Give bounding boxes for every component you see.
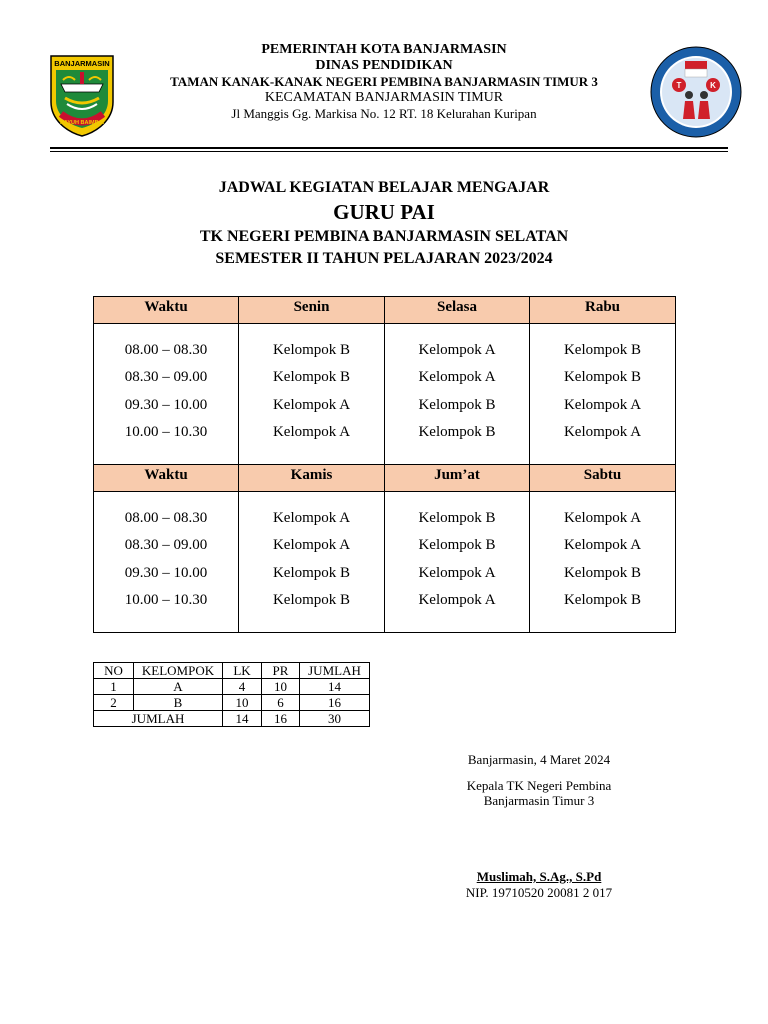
summary-cell: 1 (94, 679, 134, 695)
svg-text:KAYUH BAIMBAI: KAYUH BAIMBAI (59, 120, 105, 126)
svg-text:K: K (710, 81, 716, 90)
svg-text:T: T (676, 81, 682, 90)
header-cell-rabu: Rabu (530, 297, 676, 324)
summary-header-no: NO (94, 663, 134, 679)
summary-row (94, 695, 370, 711)
time-slot: 09.30 – 10.00 (124, 564, 208, 581)
summary-cell: 4 (223, 679, 262, 695)
document-subtitle: GURU PAI (333, 200, 435, 224)
summary-total-label: JUMLAH (94, 711, 223, 727)
signature-name: Muslimah, S.Ag., S.Pd (476, 869, 602, 884)
day-column-rabu (530, 324, 676, 465)
time-slot: 08.00 – 08.30 (124, 510, 208, 526)
header-cell-jumat: Jum’at (385, 465, 530, 492)
group-cell: Kelompok A (418, 342, 496, 358)
group-cell: Kelompok B (418, 537, 496, 554)
group-cell: Kelompok B (272, 369, 351, 386)
schedule-table (93, 296, 675, 637)
schedule-header-row (94, 465, 676, 492)
summary-total-lk: 14 (223, 711, 262, 727)
time-slot: 08.00 – 08.30 (124, 342, 208, 358)
summary-cell: 16 (300, 695, 370, 711)
group-cell: Kelompok B (418, 423, 496, 440)
time-column (94, 324, 239, 465)
document-title: JADWAL KEGIATAN BELAJAR MENGAJAR (218, 179, 550, 196)
document-semester: SEMESTER II TAHUN PELAJARAN 2023/2024 (215, 250, 553, 267)
group-cell: Kelompok A (272, 510, 351, 526)
summary-cell: 10 (223, 695, 262, 711)
time-slot: 09.30 – 10.00 (124, 396, 208, 413)
header-cell-waktu: Waktu (94, 297, 239, 324)
time-slot: 08.30 – 09.00 (124, 369, 208, 386)
signature-nip: NIP. 19710520 20081 2 017 (465, 885, 613, 900)
tk-emblem-logo (649, 45, 743, 139)
header-cell-waktu: Waktu (94, 465, 239, 492)
group-cell: Kelompok A (272, 396, 351, 413)
group-cell: Kelompok B (272, 564, 351, 581)
summary-header-lk: LK (223, 663, 262, 679)
schedule-body-row (94, 324, 676, 465)
summary-total-pr: 16 (262, 711, 300, 727)
signature-place-date: Banjarmasin, 4 Maret 2024 (467, 752, 611, 767)
group-cell: Kelompok B (272, 591, 351, 608)
group-cell: Kelompok B (563, 591, 642, 608)
group-cell: Kelompok B (563, 342, 642, 358)
group-cell: Kelompok A (563, 396, 642, 413)
group-cell: Kelompok A (563, 537, 642, 554)
letterhead-address: Jl Manggis Gg. Markisa No. 12 RT. 18 Kelurahan Kuripan (231, 106, 537, 121)
header-cell-selasa: Selasa (385, 297, 530, 324)
summary-cell: 10 (262, 679, 300, 695)
svg-text:BANJARMASIN: BANJARMASIN (54, 59, 110, 68)
header-cell-kamis: Kamis (239, 465, 385, 492)
signature-position-line1: Kepala TK Negeri Pembina (466, 778, 612, 793)
letterhead-divider-thin (50, 151, 728, 152)
summary-header-jumlah: JUMLAH (300, 663, 370, 679)
group-cell: Kelompok A (563, 423, 642, 440)
group-cell: Kelompok A (272, 423, 351, 440)
group-cell: Kelompok B (563, 369, 642, 386)
summary-row (94, 679, 370, 695)
summary-header-kelompok: KELOMPOK (134, 663, 223, 679)
day-column-kamis (239, 492, 385, 633)
letterhead-divider-thick (50, 147, 728, 149)
signature-position-line2: Banjarmasin Timur 3 (483, 793, 595, 808)
summary-cell: 6 (262, 695, 300, 711)
document-school: TK NEGERI PEMBINA BANJARMASIN SELATAN (199, 228, 569, 245)
header-cell-sabtu: Sabtu (530, 465, 676, 492)
summary-cell: B (134, 695, 223, 711)
time-slot: 10.00 – 10.30 (124, 591, 208, 608)
group-cell: Kelompok A (563, 510, 642, 526)
header-cell-senin: Senin (239, 297, 385, 324)
summary-total-row (94, 711, 370, 727)
day-column-selasa (385, 324, 530, 465)
group-cell: Kelompok A (418, 591, 496, 608)
time-column (94, 492, 239, 633)
summary-cell: 2 (94, 695, 134, 711)
summary-cell: A (134, 679, 223, 695)
summary-total-jumlah: 30 (300, 711, 370, 727)
day-column-jumat (385, 492, 530, 633)
letterhead-school-name: TAMAN KANAK-KANAK NEGERI PEMBINA BANJARMASIN TIMUR 3 (170, 74, 598, 89)
time-slot: 08.30 – 09.00 (124, 537, 208, 554)
group-cell: Kelompok B (563, 564, 642, 581)
letterhead-government: PEMERINTAH KOTA BANJARMASIN (261, 42, 507, 57)
letterhead-district: KECAMATAN BANJARMASIN TIMUR (264, 90, 504, 105)
schedule-body-row (94, 492, 676, 633)
summary-cell: 14 (300, 679, 370, 695)
schedule-header-row (94, 297, 676, 324)
letterhead-department: DINAS PENDIDIKAN (315, 58, 453, 73)
day-column-senin (239, 324, 385, 465)
summary-header-pr: PR (262, 663, 300, 679)
group-cell: Kelompok B (418, 396, 496, 413)
letterhead (120, 42, 648, 122)
student-summary-table (93, 662, 370, 727)
summary-header-row (94, 663, 370, 679)
group-cell: Kelompok B (418, 510, 496, 526)
group-cell: Kelompok B (272, 342, 351, 358)
banjarmasin-city-logo (47, 52, 117, 138)
group-cell: Kelompok A (272, 537, 351, 554)
day-column-sabtu (530, 492, 676, 633)
group-cell: Kelompok A (418, 369, 496, 386)
group-cell: Kelompok A (418, 564, 496, 581)
time-slot: 10.00 – 10.30 (124, 423, 208, 440)
